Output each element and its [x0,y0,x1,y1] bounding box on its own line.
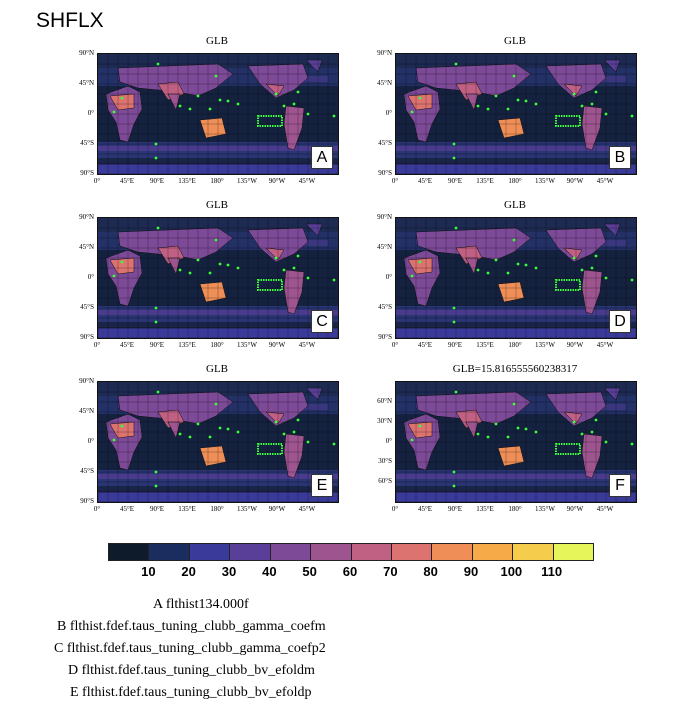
colorbar-swatch [554,544,593,560]
colorbar-label: 40 [262,564,277,579]
lon-tick-label: 45°E [119,177,135,185]
lat-tick-label: 0° [87,109,94,117]
lon-tick-label: 135°W [237,177,257,185]
lat-tick-label: 45°N [79,243,94,251]
main-title: SHFLX [36,9,104,32]
legend-entry: D flthist.fdef.taus_tuning_clubb_bv_efoldm [68,663,315,678]
lon-tick-label: 45°E [417,341,433,349]
panel-title: GLB [206,35,228,47]
lon-tick-label: 180° [508,177,522,185]
lat-tick-label: 0° [385,437,392,445]
colorbar-swatch [432,544,472,560]
colorbar-label: 80 [423,564,438,579]
colorbar-label: 30 [221,564,237,579]
lat-tick-label: 45°S [80,303,94,311]
colorbar-label: 100 [500,564,523,579]
map-field [396,54,636,174]
colorbar-swatch [473,544,513,560]
colorbar-label: 110 [541,564,563,579]
colorbar-label: 20 [181,564,196,579]
map-panel-a [70,35,341,193]
lon-tick-label: 135°E [476,505,494,513]
lat-tick-label: 45°S [378,303,392,311]
lon-tick-label: 135°E [178,505,196,513]
colorbar-label: 10 [141,564,156,579]
lat-tick-label: 90°N [377,49,392,57]
lat-tick-label: 90°S [378,333,392,341]
legend-entry: E flthist.fdef.taus_tuning_clubb_bv_efoldp [70,685,312,700]
lon-tick-label: 90°W [566,177,584,185]
panel-title: GLB [504,199,526,211]
lat-tick-label: 90°N [79,49,94,57]
colorbar-swatch [109,544,149,560]
panel-title: GLB [206,363,228,375]
colorbar [108,543,594,561]
lon-tick-label: 90°W [268,177,286,185]
lat-tick-label: 30°S [378,456,392,465]
lat-tick-label: 90°S [80,497,94,505]
lon-tick-label: 0° [93,505,101,513]
lon-tick-label: 45°W [298,341,316,349]
colorbar-swatch [271,544,311,560]
colorbar-swatch [230,544,270,560]
lat-tick-label: 45°S [80,467,94,475]
lat-tick-label: 90°N [377,213,392,221]
map-panel-d [368,199,639,357]
lon-tick-label: 135°E [476,341,494,349]
lat-tick-label: 90°S [80,169,94,177]
lon-tick-label: 135°W [237,505,257,513]
lat-tick-label: 30°N [377,417,392,426]
lon-tick-label: 90°W [566,341,584,349]
lat-tick-label: 0° [87,273,94,281]
colorbar-label: 90 [463,564,479,579]
colorbar-label: 70 [383,564,398,579]
lon-tick-label: 90°W [268,505,286,513]
lon-tick-label: 45°E [417,177,433,185]
lon-tick-label: 90°E [447,505,463,513]
lat-tick-label: 0° [385,109,392,117]
lat-tick-label: 45°N [377,243,392,251]
lat-tick-label: 60°S [378,476,392,485]
lat-tick-label: 60°N [377,397,392,406]
panel-letter: B [609,146,631,169]
colorbar-label: 50 [302,564,317,579]
map-field [98,382,338,502]
lon-tick-label: 45°W [298,177,316,185]
lon-tick-label: 45°E [119,505,135,513]
map-field [98,218,338,338]
lon-tick-label: 45°W [596,505,614,513]
lon-tick-label: 90°W [268,341,286,349]
colorbar-swatch [311,544,351,560]
lon-tick-label: 180° [508,341,522,349]
lon-tick-label: 0° [391,177,399,185]
lat-tick-label: 45°N [377,79,392,87]
lon-tick-label: 135°W [535,177,555,185]
map-panel-c [70,199,341,357]
lon-tick-label: 180° [508,505,522,513]
legend-entry: A flthist134.000f [153,597,249,612]
lon-tick-label: 135°W [535,505,555,513]
lat-tick-label: 90°N [79,377,94,385]
lon-tick-label: 90°W [566,505,584,513]
lon-tick-label: 135°E [476,177,494,185]
lon-tick-label: 90°E [149,341,165,349]
map-plot [97,381,339,503]
lon-tick-label: 0° [93,341,101,349]
lon-tick-label: 45°W [596,341,614,349]
colorbar-swatch [513,544,553,560]
panel-letter: A [311,146,333,169]
lon-tick-label: 135°W [237,341,257,349]
lat-tick-label: 0° [385,273,392,281]
map-plot [97,53,339,175]
lon-tick-label: 90°E [149,177,165,185]
panel-title: GLB [206,199,228,211]
map-panel-b [368,35,639,193]
lat-tick-label: 45°S [378,139,392,147]
lon-tick-label: 0° [391,505,399,513]
panel-title: GLB=15.816555560238317 [452,363,578,375]
lon-tick-label: 0° [93,177,101,185]
map-plot [395,53,637,175]
lon-tick-label: 90°E [447,341,463,349]
panel-letter: E [311,474,333,497]
lon-tick-label: 90°E [149,505,165,513]
panel-letter: C [311,310,333,333]
lat-tick-label: 45°S [80,139,94,147]
lat-tick-label: 90°S [80,333,94,341]
panel-title: GLB [504,35,526,47]
panel-letter: D [609,310,631,333]
panel-letter: F [609,474,631,497]
colorbar-swatch [352,544,392,560]
lon-tick-label: 135°E [178,341,196,349]
lon-tick-label: 180° [210,505,224,513]
map-plot [395,381,637,503]
map-field [396,218,636,338]
legend-entry: B flthist.fdef.taus_tuning_clubb_gamma_coefm [57,619,326,634]
lon-tick-label: 135°E [178,177,196,185]
map-plot [97,217,339,339]
lon-tick-label: 180° [210,177,224,185]
map-panel-f [368,363,639,521]
legend-entry: C flthist.fdef.taus_tuning_clubb_gamma_coefp2 [54,641,326,656]
colorbar-swatch [149,544,189,560]
colorbar-label: 60 [342,564,358,579]
lat-tick-label: 90°N [79,213,94,221]
lon-tick-label: 45°E [119,341,135,349]
map-field [98,54,338,174]
lon-tick-label: 45°W [596,177,614,185]
map-field [396,382,636,502]
map-plot [395,217,637,339]
lon-tick-label: 45°W [298,505,316,513]
lon-tick-label: 45°E [417,505,433,513]
lat-tick-label: 90°S [378,169,392,177]
lon-tick-label: 0° [391,341,399,349]
map-panel-e [70,363,341,521]
lon-tick-label: 135°W [535,341,555,349]
lon-tick-label: 90°E [447,177,463,185]
lat-tick-label: 45°N [79,79,94,87]
colorbar-swatch [392,544,432,560]
colorbar-swatch [190,544,230,560]
lon-tick-label: 180° [210,341,224,349]
lat-tick-label: 45°N [79,407,94,415]
lat-tick-label: 0° [87,437,94,445]
